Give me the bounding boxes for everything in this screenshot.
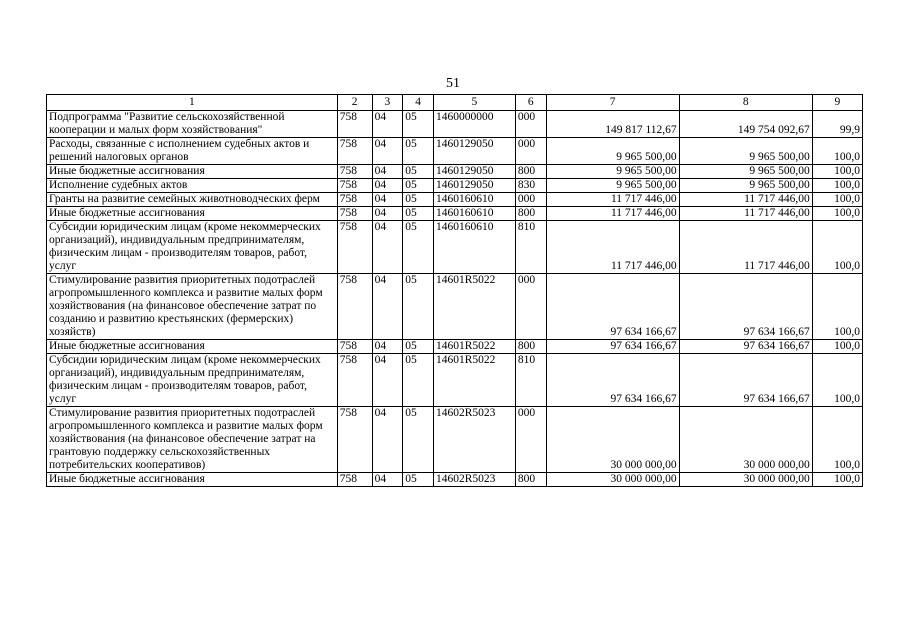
subsection-cell: 05 [403,165,434,179]
ministry-code-cell: 758 [337,274,372,340]
section-cell: 04 [372,179,403,193]
subsection-cell: 05 [403,138,434,165]
planned-amount-cell: 97 634 166,67 [546,354,679,407]
target-article-cell: 14602R5023 [433,473,515,487]
expense-type-cell: 000 [515,193,546,207]
table-row [47,274,863,340]
header-cell: 6 [515,95,546,111]
planned-amount-cell: 11 717 446,00 [546,207,679,221]
header-cell: 5 [433,95,515,111]
planned-amount-cell: 11 717 446,00 [546,193,679,207]
expense-type-cell: 830 [515,179,546,193]
section-cell: 04 [372,111,403,138]
subsection-cell: 05 [403,207,434,221]
subsection-cell: 05 [403,407,434,473]
target-article-cell: 1460129050 [433,179,515,193]
target-article-cell: 1460160610 [433,221,515,274]
row-name-cell: Иные бюджетные ассигнования [47,340,338,354]
row-name-cell: Исполнение судебных актов [47,179,338,193]
page-number: 51 [446,76,460,91]
planned-amount-cell: 149 817 112,67 [546,111,679,138]
percent-cell: 100,0 [812,221,862,274]
expense-type-cell: 000 [515,407,546,473]
ministry-code-cell: 758 [337,165,372,179]
planned-amount-cell: 9 965 500,00 [546,138,679,165]
ministry-code-cell: 758 [337,473,372,487]
section-cell: 04 [372,340,403,354]
planned-amount-cell: 30 000 000,00 [546,473,679,487]
section-cell: 04 [372,221,403,274]
percent-cell: 100,0 [812,274,862,340]
subsection-cell: 05 [403,179,434,193]
percent-cell: 100,0 [812,179,862,193]
executed-amount-cell: 97 634 166,67 [679,354,812,407]
table-row [47,221,863,274]
row-name-cell: Иные бюджетные ассигнования [47,165,338,179]
expense-type-cell: 000 [515,111,546,138]
row-name-cell: Субсидии юридическим лицам (кроме некоммерческих организаций), индивидуальным предпринимателям, физическим лицам - производителям товаров, работ, услуг [47,354,338,407]
section-cell: 04 [372,407,403,473]
ministry-code-cell: 758 [337,207,372,221]
header-cell: 7 [546,95,679,111]
row-name-cell: Субсидии юридическим лицам (кроме некоммерческих организаций), индивидуальным предпринимателям, физическим лицам - производителям товаров, работ, услуг [47,221,338,274]
expense-type-cell: 000 [515,138,546,165]
row-name-cell: Расходы, связанные с исполнением судебных актов и решений налоговых органов [47,138,338,165]
executed-amount-cell: 9 965 500,00 [679,165,812,179]
executed-amount-cell: 30 000 000,00 [679,473,812,487]
subsection-cell: 05 [403,473,434,487]
percent-cell: 99,9 [812,111,862,138]
header-cell: 3 [372,95,403,111]
ministry-code-cell: 758 [337,111,372,138]
percent-cell: 100,0 [812,193,862,207]
table-row [47,407,863,473]
row-name-cell: Стимулирование развития приоритетных подотраслей агропромышленного комплекса и развитие малых форм хозяйствования (на финансовое обеспечение затрат по созданию и развитию крестьянских (фермерских) хозяйств) [47,274,338,340]
section-cell: 04 [372,165,403,179]
executed-amount-cell: 11 717 446,00 [679,207,812,221]
ministry-code-cell: 758 [337,354,372,407]
percent-cell: 100,0 [812,165,862,179]
planned-amount-cell: 97 634 166,67 [546,340,679,354]
subsection-cell: 05 [403,274,434,340]
ministry-code-cell: 758 [337,221,372,274]
planned-amount-cell: 97 634 166,67 [546,274,679,340]
planned-amount-cell: 9 965 500,00 [546,179,679,193]
planned-amount-cell: 30 000 000,00 [546,407,679,473]
percent-cell: 100,0 [812,473,862,487]
expense-type-cell: 810 [515,221,546,274]
target-article-cell: 14601R5022 [433,354,515,407]
table-row [47,193,863,207]
target-article-cell: 1460160610 [433,193,515,207]
table-row [47,138,863,165]
table-row [47,473,863,487]
subsection-cell: 05 [403,111,434,138]
executed-amount-cell: 97 634 166,67 [679,274,812,340]
target-article-cell: 1460129050 [433,138,515,165]
section-cell: 04 [372,138,403,165]
section-cell: 04 [372,274,403,340]
table-row [47,165,863,179]
ministry-code-cell: 758 [337,193,372,207]
table-row [47,179,863,193]
table-row [47,207,863,221]
row-name-cell: Иные бюджетные ассигнования [47,207,338,221]
executed-amount-cell: 9 965 500,00 [679,138,812,165]
executed-amount-cell: 97 634 166,67 [679,340,812,354]
expense-type-cell: 000 [515,274,546,340]
header-cell: 2 [337,95,372,111]
percent-cell: 100,0 [812,340,862,354]
expense-type-cell: 800 [515,473,546,487]
table-row [47,111,863,138]
table-row [47,354,863,407]
executed-amount-cell: 11 717 446,00 [679,193,812,207]
subsection-cell: 05 [403,221,434,274]
target-article-cell: 14602R5023 [433,407,515,473]
executed-amount-cell: 9 965 500,00 [679,179,812,193]
ministry-code-cell: 758 [337,340,372,354]
expense-type-cell: 810 [515,354,546,407]
header-cell: 8 [679,95,812,111]
target-article-cell: 14601R5022 [433,340,515,354]
percent-cell: 100,0 [812,207,862,221]
budget-table [46,94,863,487]
section-cell: 04 [372,354,403,407]
target-article-cell: 14601R5022 [433,274,515,340]
target-article-cell: 1460000000 [433,111,515,138]
header-cell: 1 [47,95,338,111]
executed-amount-cell: 30 000 000,00 [679,407,812,473]
header-cell: 9 [812,95,862,111]
target-article-cell: 1460160610 [433,207,515,221]
ministry-code-cell: 758 [337,138,372,165]
subsection-cell: 05 [403,193,434,207]
target-article-cell: 1460129050 [433,165,515,179]
ministry-code-cell: 758 [337,407,372,473]
subsection-cell: 05 [403,340,434,354]
planned-amount-cell: 9 965 500,00 [546,165,679,179]
percent-cell: 100,0 [812,138,862,165]
section-cell: 04 [372,193,403,207]
planned-amount-cell: 11 717 446,00 [546,221,679,274]
section-cell: 04 [372,473,403,487]
expense-type-cell: 800 [515,207,546,221]
executed-amount-cell: 11 717 446,00 [679,221,812,274]
expense-type-cell: 800 [515,165,546,179]
executed-amount-cell: 149 754 092,67 [679,111,812,138]
header-cell: 4 [403,95,434,111]
table-row [47,340,863,354]
row-name-cell: Подпрограмма "Развитие сельскохозяйственной кооперации и малых форм хозяйствования" [47,111,338,138]
ministry-code-cell: 758 [337,179,372,193]
section-cell: 04 [372,207,403,221]
row-name-cell: Иные бюджетные ассигнования [47,473,338,487]
row-name-cell: Стимулирование развития приоритетных подотраслей агропромышленного комплекса и развитие малых форм хозяйствования (на финансовое обеспечение затрат на грантовую поддержку сельскохозяйственных потребительских кооперативов) [47,407,338,473]
row-name-cell: Гранты на развитие семейных животноводческих ферм [47,193,338,207]
subsection-cell: 05 [403,354,434,407]
percent-cell: 100,0 [812,407,862,473]
expense-type-cell: 800 [515,340,546,354]
header-row [47,95,863,111]
percent-cell: 100,0 [812,354,862,407]
